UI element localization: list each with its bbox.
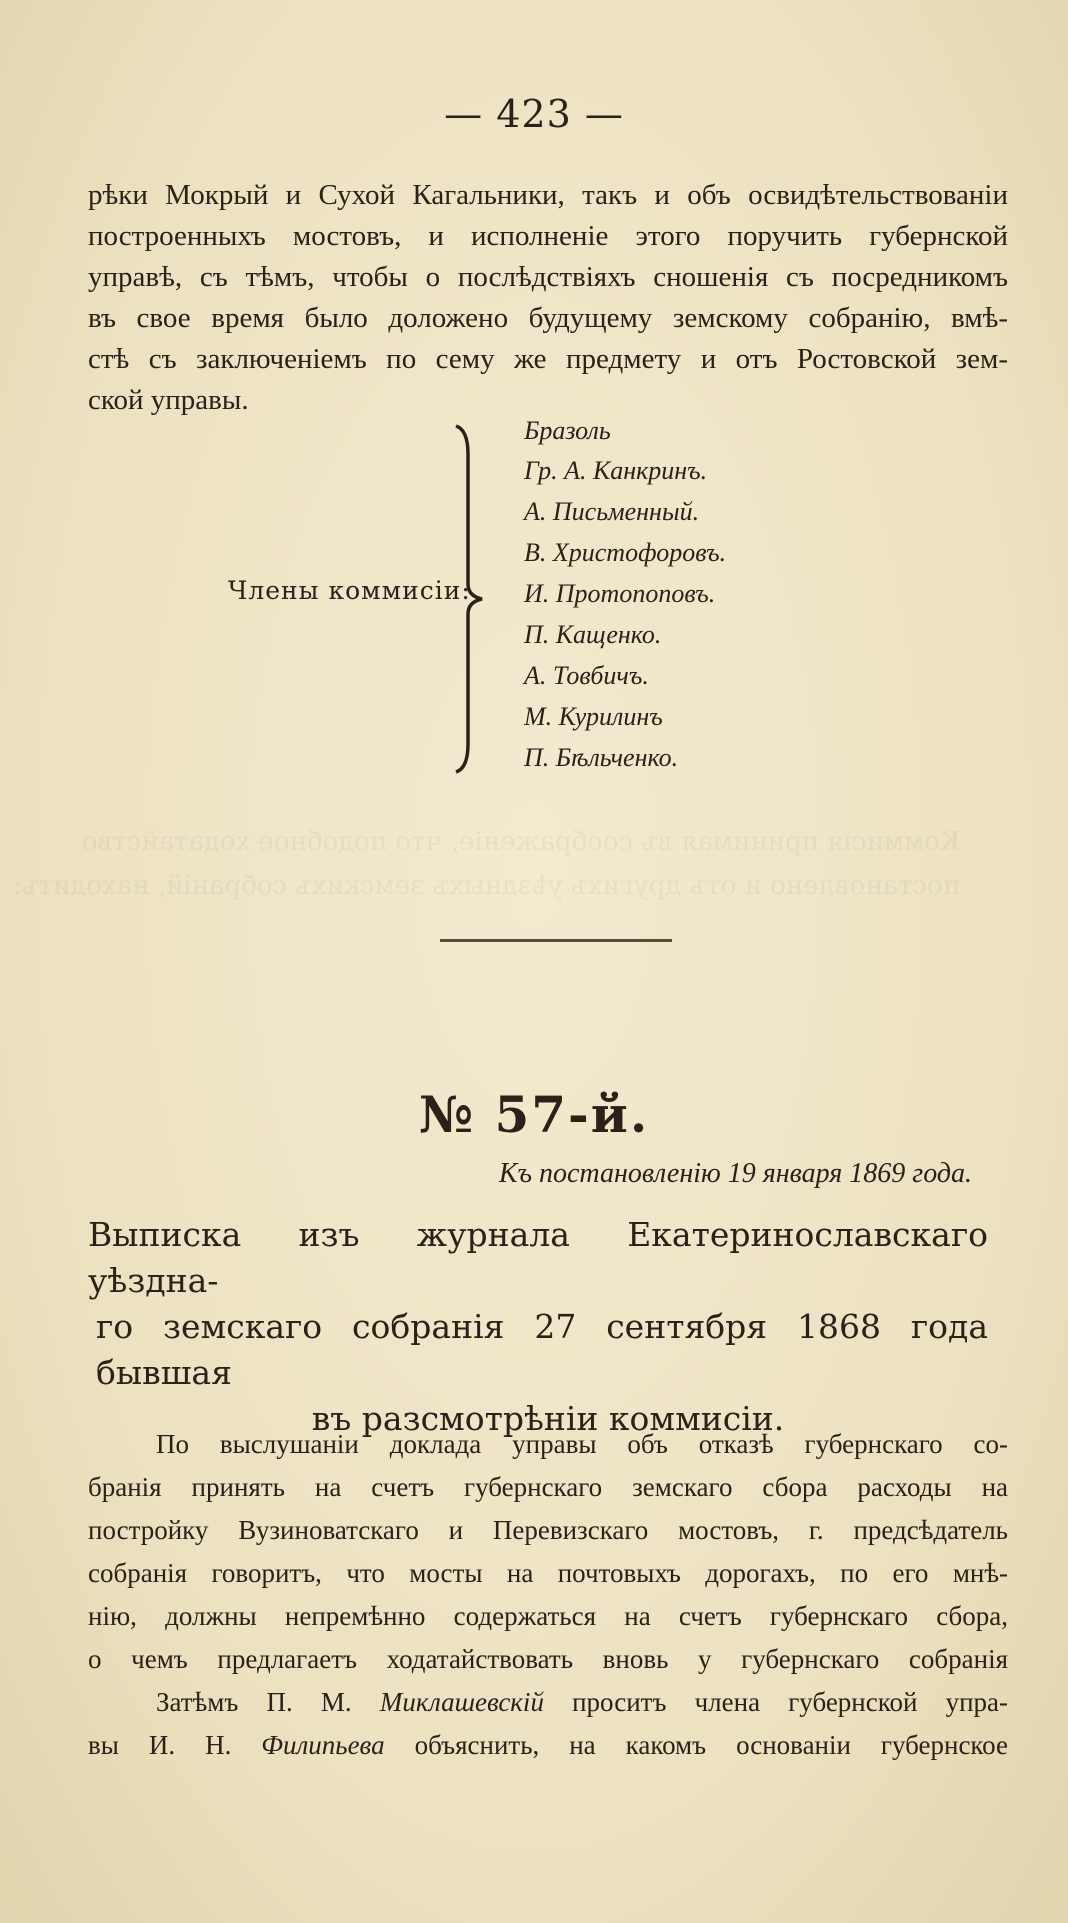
text-line: бранія принять на счетъ губернскаго земскаго сбора расходы на: [88, 1472, 1008, 1502]
top-paragraph: [88, 175, 1008, 421]
member-name: И. Протопоповъ.: [524, 579, 716, 608]
text-line: [88, 1681, 1008, 1724]
member-name: М. Курилинъ: [524, 702, 663, 731]
text-line: управѣ, съ тѣмъ, чтобы о послѣдствіяхъ сношенія съ посредникомъ: [88, 261, 1008, 293]
text-fragment: проситъ члена губернской упра-: [572, 1687, 1009, 1717]
text-fragment: Затѣмъ П. М.: [156, 1687, 352, 1717]
section-heading: [88, 1212, 988, 1442]
text-line: въ свое время было доложено будущему земскому собранію, вмѣ-: [88, 302, 1008, 334]
text-line: постройку Вузиноватскаго и Перевизскаго мостовъ, г. предсѣдатель: [88, 1515, 1008, 1545]
text-line: нію, должны непремѣнно содержаться на счетъ губернскаго сбора,: [88, 1601, 1008, 1631]
text-line: о чемъ предлагаетъ ходатайствовать вновь у губернскаго собранія: [88, 1644, 1008, 1674]
commission-signatures: [0, 416, 1068, 776]
document-number: № 57-й.: [418, 1085, 650, 1144]
text-line: стѣ съ заключеніемъ по сему же предмету и отъ Ростовской зем-: [88, 343, 1008, 375]
commission-label: Члены коммисіи:: [228, 576, 471, 605]
text-line: собранія говоритъ, что мосты на почтовыхъ дорогахъ, по его мнѣ-: [88, 1558, 1008, 1588]
bleed-through-text: Коммисія принимая въ соображеніе, что подобное ходатайство постановлено и отъ другихъ уѣздныхъ земскихъ собраній, находитъ:: [13, 827, 960, 901]
main-paragraph: [88, 1423, 1008, 1767]
member-name: П. Бѣльченко.: [524, 743, 679, 772]
person-name: Миклашевскій: [379, 1687, 544, 1717]
member-name: Гр. А. Канкринъ.: [524, 456, 708, 485]
brace-bracket: [452, 424, 488, 774]
member-name: А. Товбичъ.: [524, 661, 649, 690]
member-name: А. Письменный.: [524, 497, 700, 526]
member-name: В. Христофоровъ.: [524, 538, 727, 567]
text-line: [88, 1724, 1008, 1767]
text-line: По выслушаніи доклада управы объ отказѣ губернскаго со-: [156, 1429, 1008, 1459]
text-fragment: объяснить, на какомъ основаніи губернское: [414, 1730, 1008, 1760]
person-name: Филипьева: [261, 1730, 385, 1760]
page-number: — 423 —: [444, 92, 624, 136]
section-divider: [440, 939, 672, 942]
heading-line: го земскаго собранія 27 сентября 1868 года бывшая: [96, 1307, 988, 1392]
text-fragment: вы И. Н.: [88, 1730, 232, 1760]
heading-line: въ разсмотрѣніи коммисіи.: [311, 1399, 785, 1438]
text-line: ской управы.: [88, 384, 249, 416]
text-line: рѣки Мокрый и Сухой Кагальники, такъ и объ освидѣтельствованіи: [88, 179, 1008, 211]
member-name: Бразоль: [524, 416, 611, 445]
heading-line: Выписка изъ журнала Екатеринославскаго уѣздна-: [88, 1215, 988, 1300]
text-line: построенныхъ мостовъ, и исполненіе этого поручить губернской: [88, 220, 1008, 252]
resolution-reference: Къ постановленію 19 января 1869 года.: [498, 1158, 972, 1189]
member-name: П. Кащенко.: [524, 620, 662, 649]
